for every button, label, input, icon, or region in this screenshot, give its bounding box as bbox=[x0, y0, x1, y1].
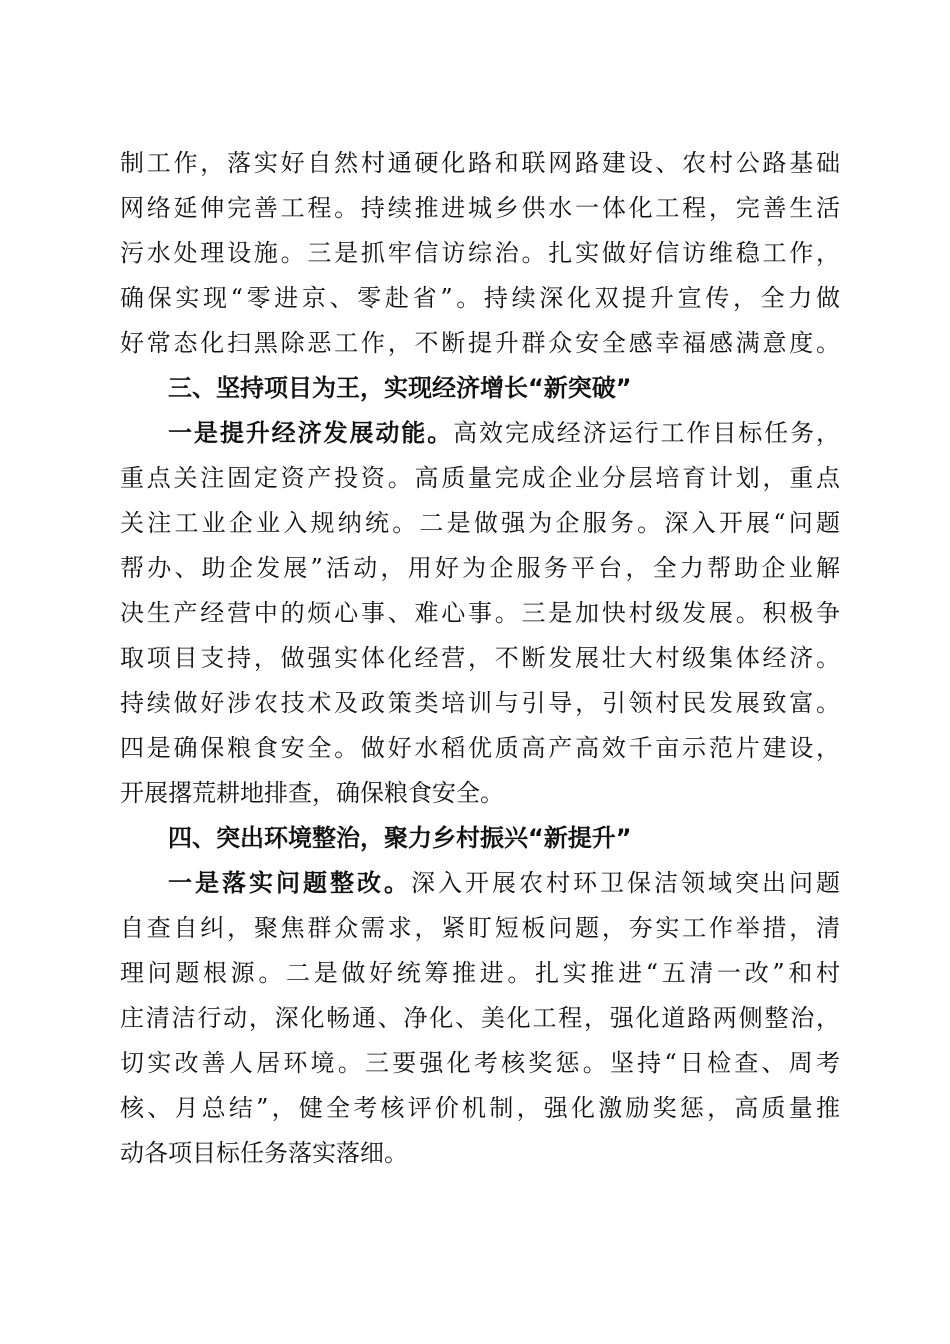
paragraph-line: 切实改善人居环境。三要强化考核奖惩。坚持“日检查、周考 bbox=[120, 1049, 840, 1077]
paragraph-line: 自查自纠，聚焦群众需求，紧盯短板问题，夯实工作举措，清 bbox=[120, 914, 840, 942]
paragraph-line: 关注工业企业入规纳统。二是做强为企服务。深入开展“问题 bbox=[120, 509, 840, 537]
section-3-heading: 三、坚持项目为王，实现经济增长“新突破” bbox=[168, 374, 632, 402]
paragraph-line: 好常态化扫黑除恶工作，不断提升群众安全感幸福感满意度。 bbox=[120, 329, 840, 357]
paragraph-line: 庄清洁行动，深化畅通、净化、美化工程，强化道路两侧整治， bbox=[120, 1004, 840, 1032]
paragraph-line: 持续做好涉农技术及政策类培训与引导，引领村民发展致富。 bbox=[120, 689, 840, 717]
paragraph-line: 确保实现“零进京、零赴省”。持续深化双提升宣传，全力做 bbox=[120, 284, 840, 312]
section-4-first-line bbox=[168, 868, 840, 898]
paragraph-line: 决生产经营中的烦心事、难心事。三是加快村级发展。积极争 bbox=[120, 599, 840, 627]
paragraph-line: 核、月总结”，健全考核评价机制，强化激励奖惩，高质量推 bbox=[120, 1094, 840, 1122]
paragraph-line: 开展撂荒耕地排查，确保粮食安全。 bbox=[120, 779, 504, 807]
section-4-heading: 四、突出环境整治，聚力乡村振兴“新提升” bbox=[168, 824, 632, 852]
section-3-lead: 一是提升经济发展动能。 bbox=[168, 419, 454, 447]
paragraph-line: 重点关注固定资产投资。高质量完成企业分层培育计划，重点 bbox=[120, 464, 840, 492]
paragraph-line: 动各项目标任务落实落细。 bbox=[120, 1139, 408, 1167]
section-4-lead: 一是落实问题整改。 bbox=[168, 869, 411, 897]
paragraph-line: 取项目支持，做强实体化经营，不断发展壮大村级集体经济。 bbox=[120, 644, 840, 672]
paragraph-line: 制工作，落实好自然村通硬化路和联网路建设、农村公路基础 bbox=[120, 149, 840, 177]
section-4-first-line-rest: 深入开展农村环卫保洁领域突出问题 bbox=[411, 869, 840, 897]
paragraph-line: 网络延伸完善工程。持续推进城乡供水一体化工程，完善生活 bbox=[120, 194, 840, 222]
section-3-first-line bbox=[168, 418, 840, 448]
paragraph-line: 污水处理设施。三是抓牢信访综治。扎实做好信访维稳工作， bbox=[120, 239, 840, 267]
paragraph-line: 帮办、助企发展”活动，用好为企服务平台，全力帮助企业解 bbox=[120, 554, 840, 582]
section-3-first-line-rest: 高效完成经济运行工作目标任务， bbox=[453, 419, 841, 447]
paragraph-line: 四是确保粮食安全。做好水稻优质高产高效千亩示范片建设， bbox=[120, 734, 840, 762]
paragraph-line: 理问题根源。二是做好统筹推进。扎实推进“五清一改”和村 bbox=[120, 959, 840, 987]
